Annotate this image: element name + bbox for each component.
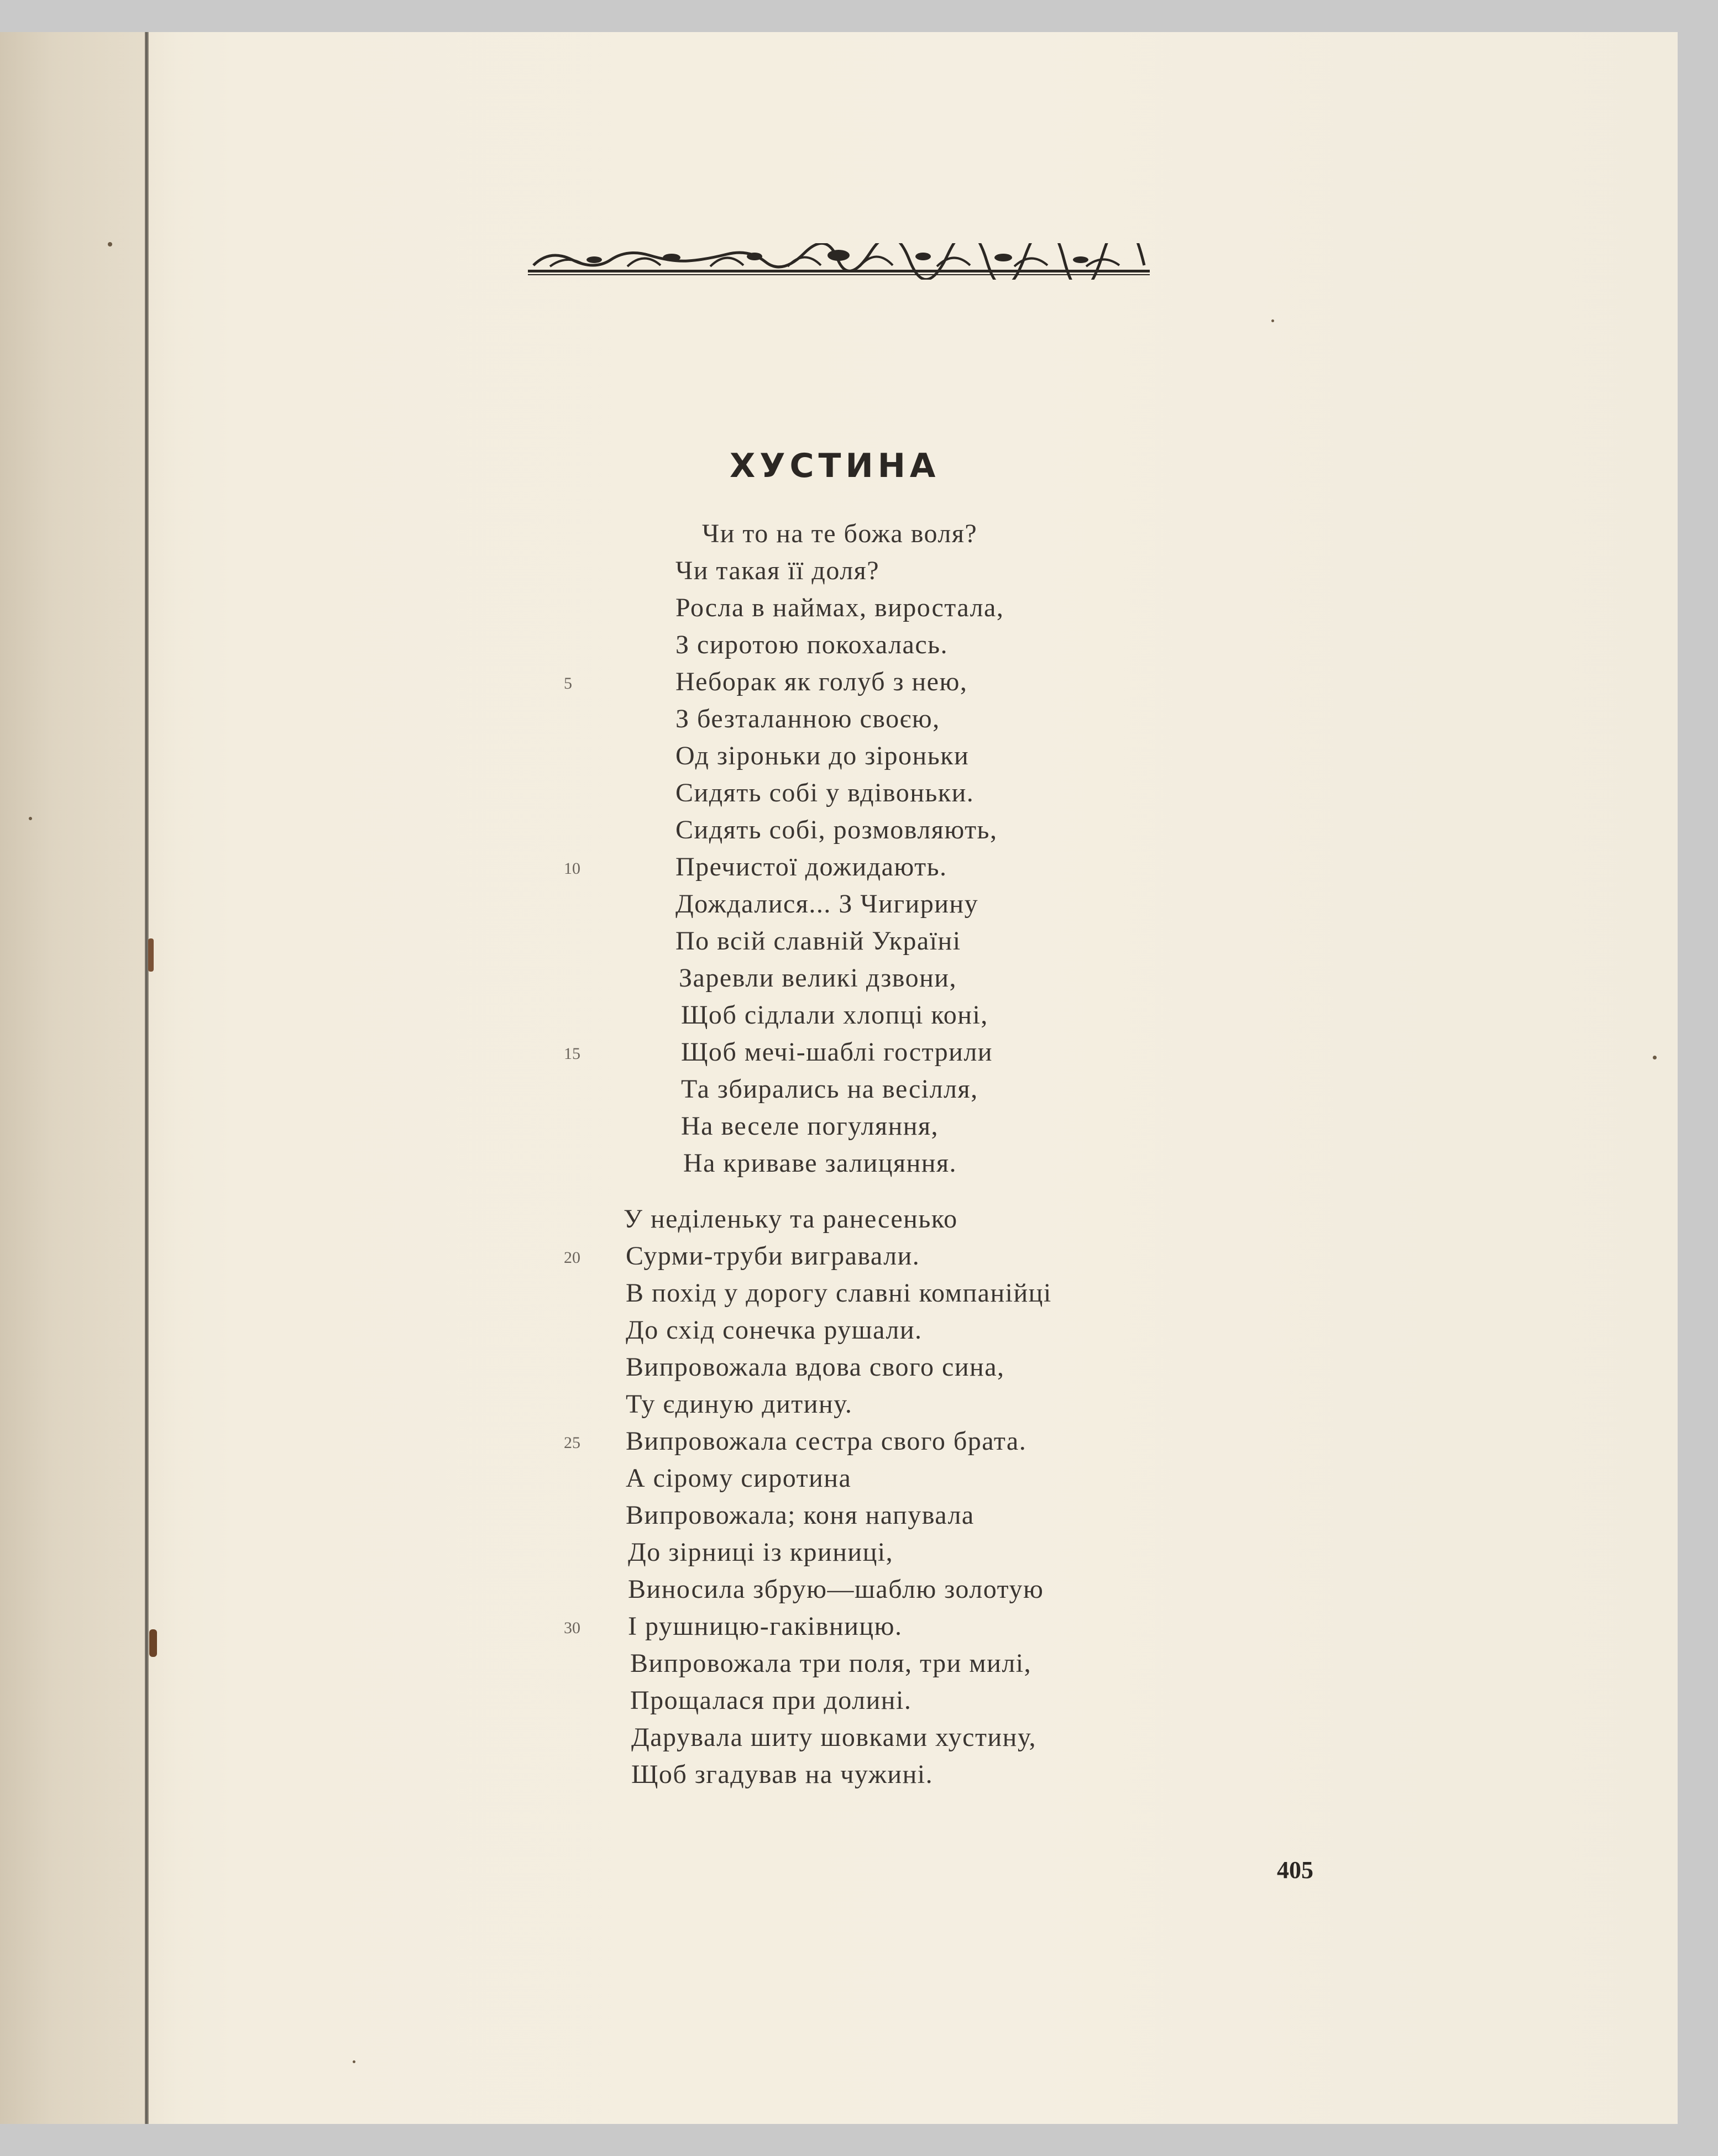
poem-line: Сидять собі у вдівоньки. xyxy=(675,778,975,807)
poem-line: Пречистої дожидають. xyxy=(675,852,947,882)
poem-line: У неділеньку та ранесенько xyxy=(624,1204,958,1234)
paper-speck xyxy=(148,938,154,972)
line-number: 15 xyxy=(564,1045,580,1063)
poem-line: Дарувала шиту шовками хустину, xyxy=(631,1723,1037,1752)
paper-speck xyxy=(108,242,112,246)
paper-speck xyxy=(1653,1056,1657,1059)
poem-line: З безталанною своєю, xyxy=(675,704,940,733)
poem-line: На веселе погуляння, xyxy=(681,1111,939,1141)
poem-line: До зірниці із криниці, xyxy=(628,1538,894,1567)
poem-line: Прощалася при долині. xyxy=(630,1686,912,1715)
poem-line: Ту єдиную дитину. xyxy=(626,1389,853,1419)
poem-line: Сидять собі, розмовляють, xyxy=(675,815,998,844)
page-number: 405 xyxy=(1277,1856,1313,1884)
paper-speck xyxy=(353,2060,355,2063)
poem-line: Випровожала три поля, три милі, xyxy=(630,1649,1032,1678)
line-number: 5 xyxy=(564,674,572,693)
poem-line: Та збирались на весілля, xyxy=(681,1074,978,1104)
book-page xyxy=(0,32,1678,2124)
paper-speck xyxy=(1271,319,1274,322)
poem-line: Випровожала; коня напувала xyxy=(626,1501,975,1530)
line-number: 30 xyxy=(564,1619,580,1637)
poem-line: Щоб сідлали хлопці коні, xyxy=(681,1000,988,1030)
line-number: 10 xyxy=(564,859,580,878)
poem-line: Од зіроньки до зіроньки xyxy=(675,741,970,770)
poem-line: До схід сонечка рушали. xyxy=(626,1315,923,1345)
poem-title: ХУСТИНА xyxy=(730,447,940,485)
poem-line: Щоб мечі-шаблі гострили xyxy=(681,1037,993,1067)
poem-line: В похід у дорогу славні компанійці xyxy=(626,1278,1052,1308)
paper-speck xyxy=(29,817,32,820)
poem-line: Дождалися... З Чигирину xyxy=(675,889,979,919)
poem-line: А сірому сиротина xyxy=(626,1463,852,1493)
poem-line: По всій славній Україні xyxy=(675,926,961,956)
poem-line: І рушницю-гаківницю. xyxy=(628,1612,903,1641)
poem-line: Випровожала сестра свого брата. xyxy=(626,1426,1027,1456)
poem-line: Неборак як голуб з нею, xyxy=(675,667,968,696)
poem-line: Чи то на те божа воля? xyxy=(702,519,978,548)
poem-line: Виносила збрую—шаблю золотую xyxy=(628,1575,1044,1604)
poem-line: На криваве залицяння. xyxy=(683,1148,957,1178)
poem-line: Щоб згадував на чужині. xyxy=(631,1760,934,1789)
poem-line: Заревли великі дзвони, xyxy=(679,963,957,993)
poem-line: Чи такая її доля? xyxy=(675,556,880,585)
poem-line: З сиротою покохалась. xyxy=(675,630,949,659)
line-number: 25 xyxy=(564,1434,580,1452)
poem-line: Росла в наймах, виростала, xyxy=(675,593,1004,622)
poem-line: Сурми-труби вигравали. xyxy=(626,1241,920,1271)
book-gutter xyxy=(145,32,149,2124)
decorative-headpiece-ornament xyxy=(528,243,1150,280)
poem-line: Випровожала вдова свого сина, xyxy=(626,1352,1005,1382)
spine-shadow xyxy=(0,32,177,2124)
paper-speck xyxy=(149,1629,157,1657)
line-number: 20 xyxy=(564,1249,580,1267)
